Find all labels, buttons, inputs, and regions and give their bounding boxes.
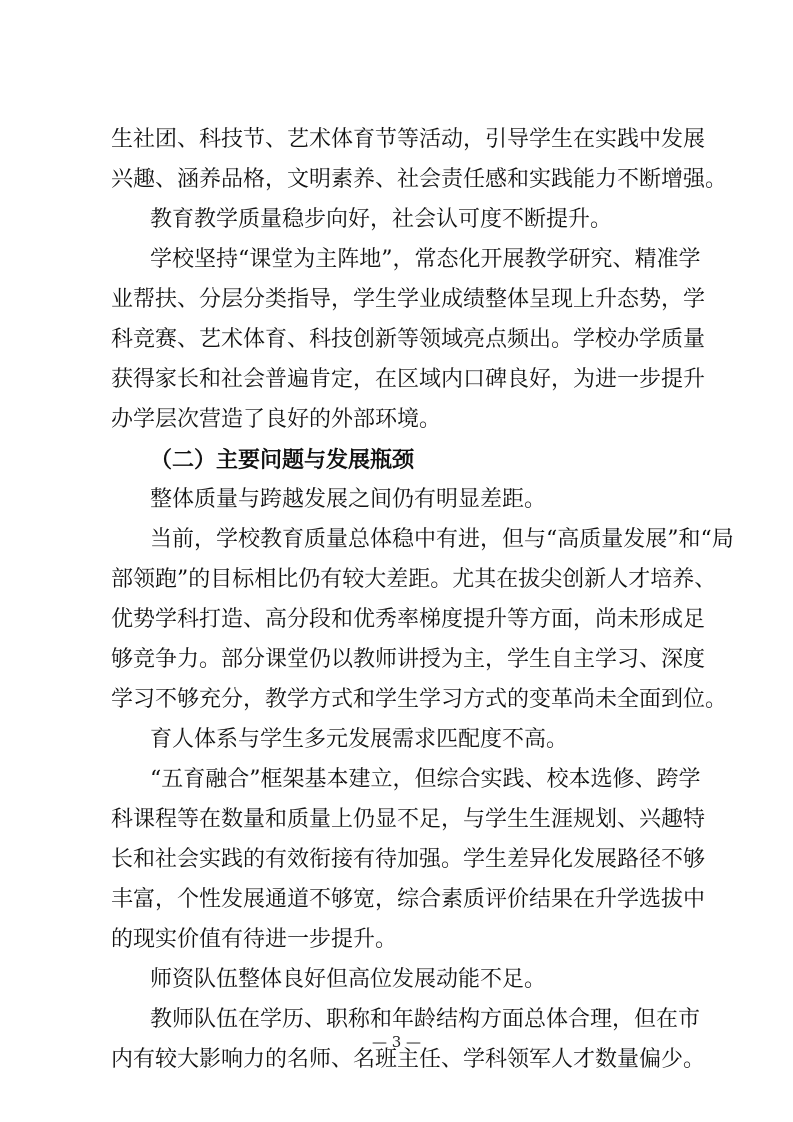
body-line: 长和社会实践的有效衔接有待加强。学生差异化发展路径不够	[111, 847, 706, 872]
body-line: 科竞赛、艺术体育、科技创新等领域亮点频出。学校办学质量	[111, 327, 706, 352]
body-line: 教育教学质量稳步向好，社会认可度不断提升。	[150, 207, 613, 232]
body-line: 的现实价值有待进一步提升。	[111, 927, 398, 952]
page-number: — 3 —	[371, 1033, 422, 1051]
body-line: 学校坚持“课堂为主阵地”，常态化开展教学研究、精准学	[150, 247, 701, 272]
body-line: 教师队伍在学历、职称和年龄结构方面总体合理，但在市	[150, 1007, 701, 1032]
body-line: 够竞争力。部分课堂仍以教师讲授为主，学生自主学习、深度	[111, 647, 706, 672]
body-line: “五育融合”框架基本建立，但综合实践、校本选修、跨学	[150, 767, 701, 792]
body-line: 兴趣、涵养品格，文明素养、社会责任感和实践能力不断增强。	[111, 167, 728, 192]
body-line: 业帮扶、分层分类指导，学生学业成绩整体呈现上升态势，学	[111, 287, 706, 312]
body-line: 内有较大影响力的名师、名班主任、学科领军人才数量偏少。	[111, 1047, 706, 1072]
body-line: 办学层次营造了良好的外部环境。	[111, 407, 442, 432]
body-line: 育人体系与学生多元发展需求匹配度不高。	[150, 727, 569, 752]
body-line: 丰富，个性发展通道不够宽，综合素质评价结果在升学选拔中	[111, 887, 706, 912]
body-line: 科课程等在数量和质量上仍显不足，与学生生涯规划、兴趣特	[111, 807, 706, 832]
body-line: 学习不够充分，教学方式和学生学习方式的变革尚未全面到位。	[111, 687, 728, 712]
body-line: 优势学科打造、高分段和优秀率梯度提升等方面，尚未形成足	[111, 607, 706, 632]
body-line: 整体质量与跨越发展之间仍有明显差距。	[150, 487, 547, 512]
body-line: 部领跑”的目标相比仍有较大差距。尤其在拔尖创新人才培养、	[111, 567, 717, 592]
body-line: 生社团、科技节、艺术体育节等活动，引导学生在实践中发展	[111, 127, 706, 152]
section-heading: （二）主要问题与发展瓶颈	[150, 447, 415, 473]
body-line: 师资队伍整体良好但高位发展动能不足。	[150, 967, 547, 992]
body-line: 获得家长和社会普遍肯定，在区域内口碑良好，为进一步提升	[111, 367, 706, 392]
body-line: 当前，学校教育质量总体稳中有进，但与“高质量发展”和“局	[150, 527, 734, 552]
